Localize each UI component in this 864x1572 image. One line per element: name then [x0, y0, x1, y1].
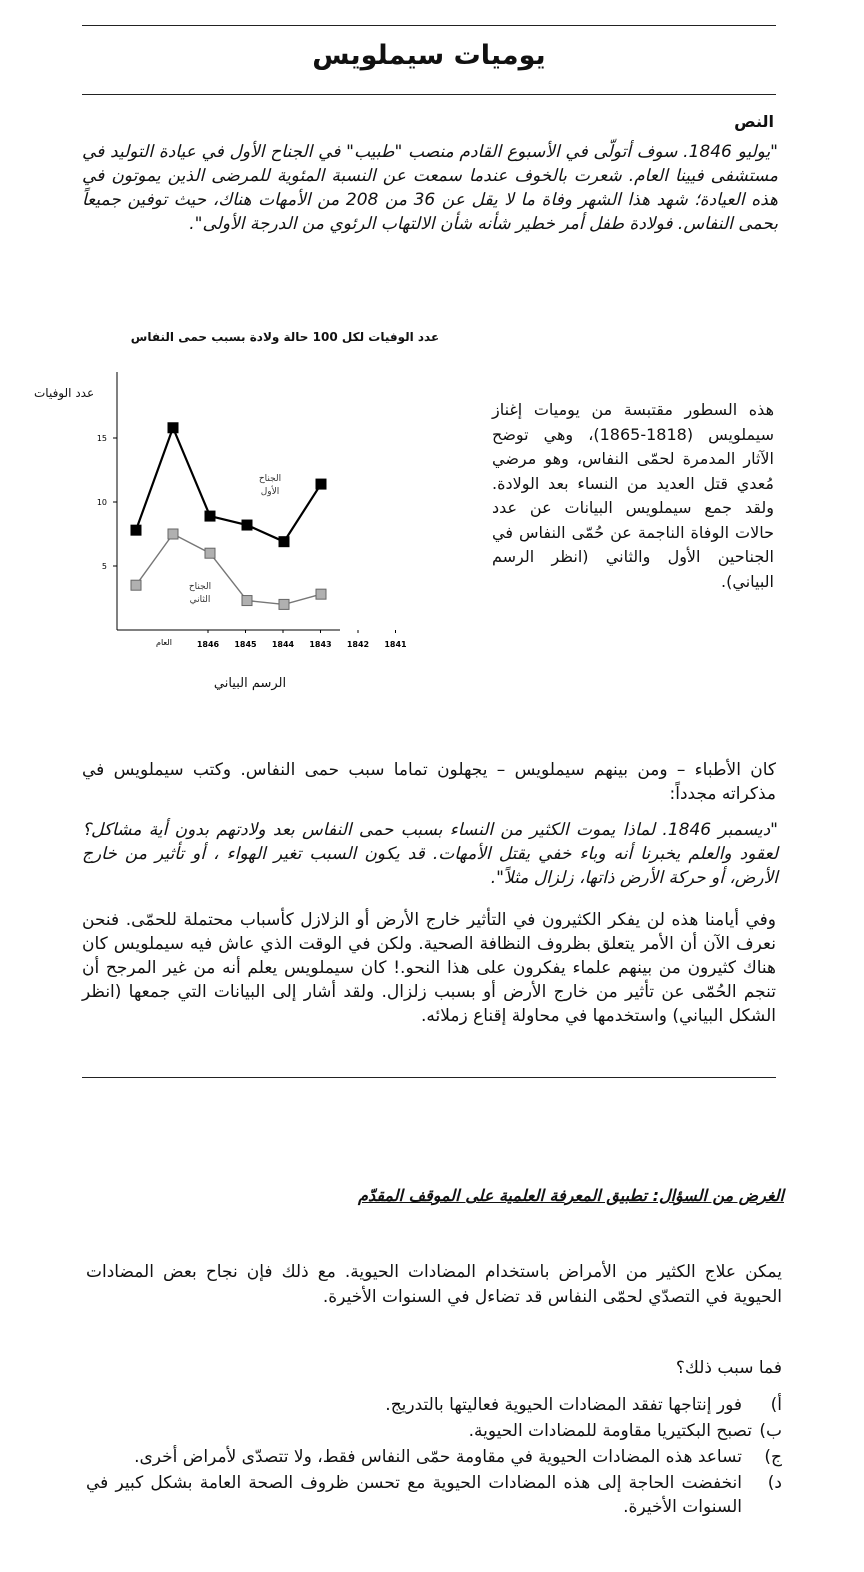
- data-point: [242, 520, 252, 530]
- mortality-chart: [96, 360, 420, 660]
- data-point: [168, 423, 178, 433]
- chart-y-axis-label: عدد الوفيات: [34, 386, 95, 400]
- paragraph-today: وفي أيامنا هذه لن يفكر الكثيرون في التأثير خارج الأرض أو الزلازل كأسباب محتملة للحمّى. فنحن نعرف الآن أن الأمر يتعلق بظروف النظافة الصحية. ولكن في الوقت الذي عاش فيه سيملويس كان هناك كثيرون من بينهم علماء يفكرون على هذا النحو.! كان سيملويس يعلم أنه من غير المرجح أن تنجم الحُمّى عن تأثير من خارج الأرض أو بسبب زلزال. ولقد أشار إلى البيانات التي جمعها (انظر الشكل البياني) واستخدمها في محاولة إقناع زملائه.: [82, 910, 776, 1026]
- option-text: فور إنتاجها تفقد المضادات الحيوية فعاليتها بالتدريج.: [385, 1395, 742, 1415]
- answer-option-a[interactable]: [86, 1393, 782, 1417]
- option-text: انخفضت الحاجة إلى هذه المضادات الحيوية مع تحسن ظروف الصحة العامة بشكل كبير في السنوات الأخيرة.: [86, 1473, 742, 1517]
- option-letter: ب): [759, 1421, 782, 1441]
- title-rule: [82, 94, 776, 95]
- series-label: الأول: [260, 487, 280, 497]
- diary-quote-december: "ديسمبر 1846. لماذا يموت الكثير من النساء بسبب حمى النفاس بعد ولادتهم بدون أية مشاكل؟ لعقود والعلم يخبرنا أنه وباء خفي يقتل الأمهات. قد يكون السبب تغير الهواء ، أو تأثير من خارج الأرض، أو حركة الأرض ذاتها، زلزال مثلاً".: [82, 820, 778, 888]
- page-title: يوميات سيملويس: [312, 40, 546, 71]
- answer-option-c[interactable]: [86, 1445, 782, 1469]
- question-intro: يمكن علاج الكثير من الأمراض باستخدام المضادات الحيوية. مع ذلك فإن نجاح بعض المضادات الحيوية في التصدّي لحمّى النفاس قد تضاءل في السنوات الأخيرة.: [86, 1262, 782, 1307]
- option-letter: ج): [764, 1447, 782, 1467]
- x-tick-label: 1845: [234, 640, 257, 649]
- question-prompt: فما سبب ذلك؟: [675, 1358, 782, 1378]
- data-point: [131, 525, 141, 535]
- diary-quote-july: "يوليو 1846. سوف أتولّى في الأسبوع القادم منصب "طبيب" في الجناح الأول في عيادة التوليد في مستشفى فيينا العام. شعرت بالخوف عندما سمعت عن النسبة المئوية للمرضى الذين يموتون في هذه العيادة؛ شهد هذا الشهر وفاة ما لا يقل عن 36 من 208 من الأمهات هناك، حيث توفين جميعاً بحمى النفاس. فولادة طفل أمر خطير شأنه شأن الالتهاب الرئوي من الدرجة الأولى".: [82, 142, 778, 234]
- data-point: [205, 548, 215, 558]
- x-tick-label: 1844: [271, 640, 295, 649]
- y-tick-label: 15: [96, 434, 107, 443]
- data-point: [168, 529, 178, 539]
- x-axis-label: العام: [156, 638, 172, 647]
- data-point: [131, 580, 141, 590]
- x-tick-label: 1842: [346, 640, 370, 649]
- answer-option-b[interactable]: [86, 1419, 782, 1443]
- answer-option-d[interactable]: [86, 1471, 782, 1519]
- question-purpose: الغرض من السؤال: تطبيق المعرفة العلمية على الموقف المقدّم: [358, 1186, 784, 1205]
- option-letter: د): [767, 1473, 782, 1493]
- chart-title: عدد الوفيات لكل 100 حالة ولادة بسبب حمى النفاس: [130, 330, 440, 344]
- series-label: الثاني: [189, 595, 211, 605]
- x-tick-label: 1841: [384, 640, 407, 649]
- text-label: النص: [734, 112, 774, 131]
- series-label: الجناح: [258, 474, 282, 484]
- answer-options: [86, 1393, 782, 1519]
- data-point: [279, 599, 289, 609]
- data-point: [316, 479, 326, 489]
- option-letter: أ): [770, 1395, 782, 1415]
- data-point: [242, 596, 252, 606]
- x-tick-label: 1846: [196, 640, 220, 649]
- section-rule: [82, 1077, 776, 1078]
- option-text: تصبح البكتيريا مقاومة للمضادات الحيوية.: [468, 1421, 752, 1441]
- series-line: [136, 534, 321, 604]
- y-tick-label: 5: [101, 562, 107, 571]
- top-rule: [82, 25, 776, 26]
- data-point: [279, 537, 289, 547]
- y-tick-label: 10: [96, 498, 107, 507]
- x-tick-label: 1843: [309, 640, 332, 649]
- series-label: الجناح: [188, 582, 212, 592]
- series-line: [136, 428, 321, 542]
- paragraph-doctors: كان الأطباء – ومن بينهم سيملويس – يجهلون تماما سبب حمى النفاس. وكتب سيملويس في مذكراته مجدداً:: [82, 760, 776, 804]
- option-text: تساعد هذه المضادات الحيوية في مقاومة حمّى النفاس فقط، ولا تتصدّى لأمراض أخرى.: [134, 1447, 742, 1467]
- data-point: [205, 511, 215, 521]
- chart-caption: الرسم البياني: [213, 676, 287, 691]
- intro-paragraph: هذه السطور مقتبسة من يوميات إغناز سيملويس (1818-1865)، وهي توضح الآثار المدمرة لحمّى النفاس، وهو مرضي مُعدي قتل العديد من النساء بعد الولادة. ولقد جمع سيملويس البيانات عن عدد حالات الوفاة الناجمة عن حُمّى النفاس في الجناحين الأول والثاني (انظر الرسم البياني).: [492, 400, 774, 591]
- data-point: [316, 589, 326, 599]
